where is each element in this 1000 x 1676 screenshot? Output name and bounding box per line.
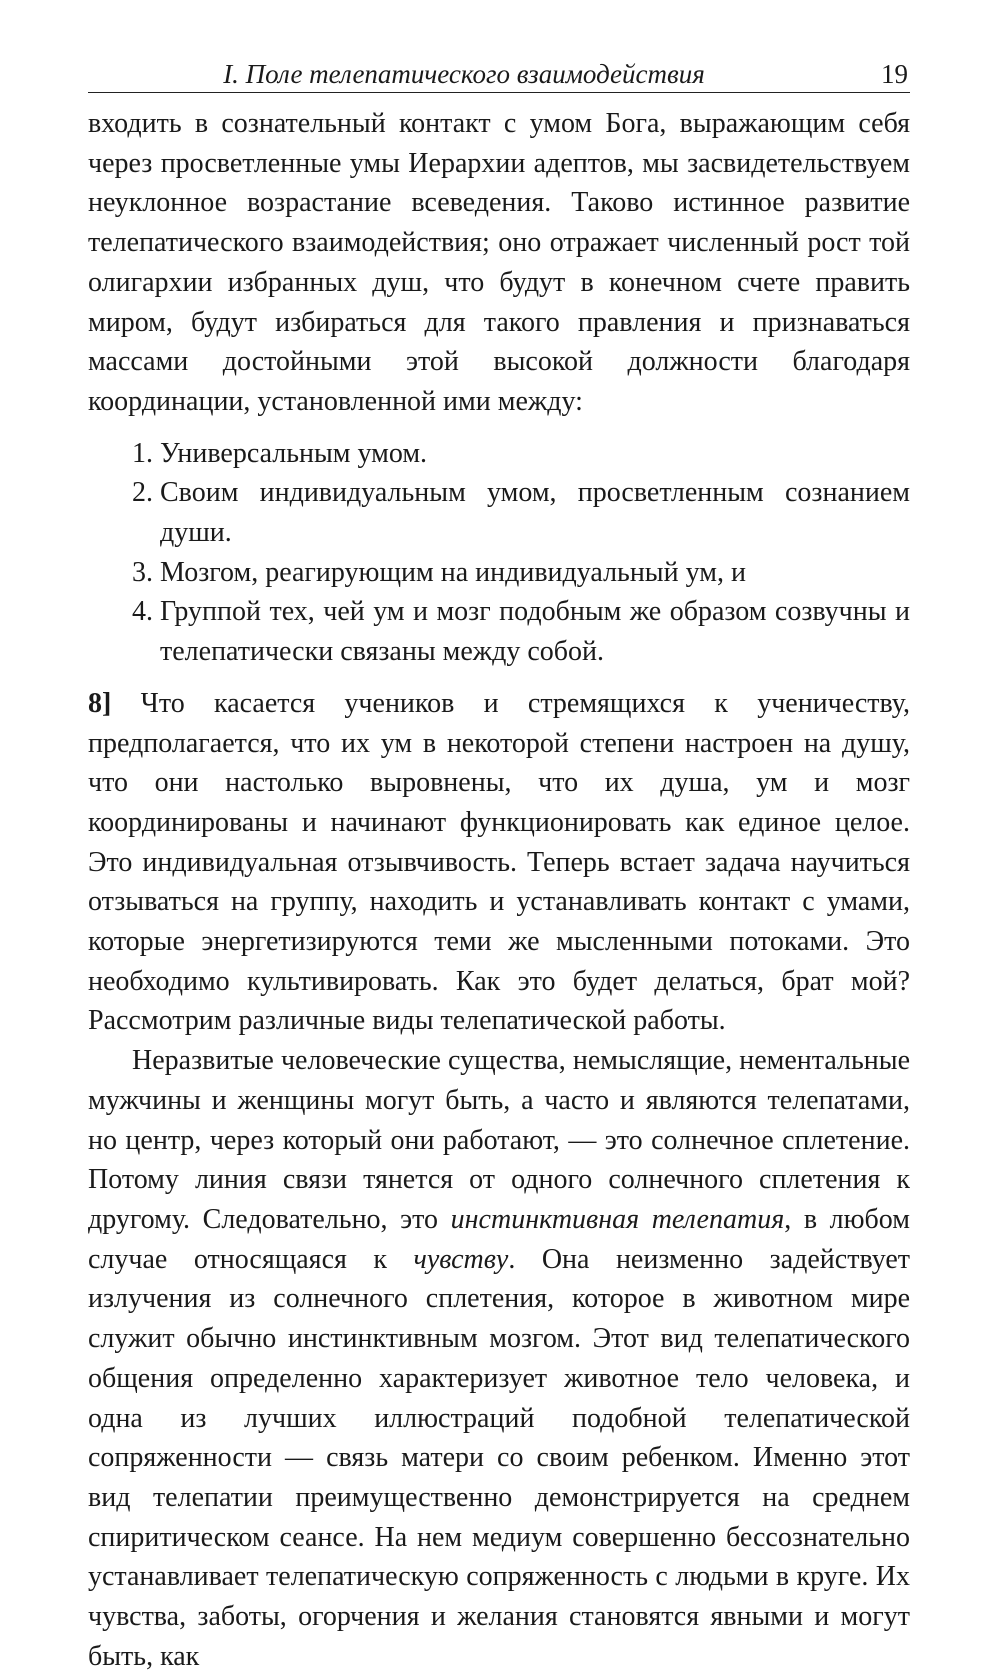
paragraph-text-part2: , в любом случае относящаяся к <box>88 1203 910 1275</box>
paragraph-text-part3: . Она неизменно задействует излучения из солнечного сплетения, которое в животном мире служит обычно инстинктивным мозгом. Этот вид телепатического общения определенно характеризует животное тело человека, и одна из лучших иллюстраций подобной телепатической сопряженности — связь матери со своим ребенком. Именно этот вид телепатии преимущественно демонстрируется на среднем спиритическом сеансе. На нем медиум совершенно бессознательно устанавливает телепатическую сопряженность с людьми в круге. Их чувства, заботы, огорчения и желания становятся явными и могут быть, как <box>88 1243 910 1672</box>
paragraph-telepathy <box>88 1041 910 1676</box>
section-number: 8] <box>88 687 112 719</box>
page-number: 19 <box>881 59 908 89</box>
emphasis-instinctive-telepathy: инстинктивная телепатия <box>450 1203 785 1235</box>
numbered-list <box>88 434 910 672</box>
list-item-text: Универсальным умом. <box>160 437 428 469</box>
page-body <box>88 104 910 1676</box>
running-head <box>88 56 910 93</box>
paragraph-continued: входить в сознательный контакт с умом Бога, выражающим себя через просветленные умы Иерархии адептов, мы засвидетельствуем неуклонное возрастание всеведения. Таково истинное развитие телепатического взаимодействия; оно отражает численный рост той олигархии избранных душ, что будут в конечном счете править миром, будут избираться для такого правления и признаваться массами достойными этой высокой должности благодаря координации, установленной ими между: <box>88 108 910 417</box>
list-item-number: 4. <box>132 596 153 628</box>
chapter-title: I. Поле телепатического взаимодействия <box>223 59 705 89</box>
list-item-number: 1. <box>132 437 153 469</box>
list-item-number: 3. <box>132 556 153 588</box>
list-item <box>88 592 910 671</box>
emphasis-feeling: чувству <box>413 1243 509 1275</box>
list-item-text: Группой тех, чей ум и мозг подобным же образом созвучны и телепатически связаны между собой. <box>160 596 910 668</box>
list-item <box>88 553 910 593</box>
list-item <box>88 434 910 474</box>
section-8-paragraph <box>88 684 910 1041</box>
paragraph-text-part1: Неразвитые человеческие существа, немыслящие, нементальные мужчины и женщины могут быть, а часто и являются телепатами, но центр, через который они работают, — это солнечное сплетение. Потому линия связи тянется от одного солнечного сплетения к другому. Следовательно, это <box>88 1045 910 1235</box>
list-item-text: Мозгом, реагирующим на индивидуальный ум, и <box>160 556 746 588</box>
section-8-text: Что касается учеников и стремящихся к ученичеству, предполагается, что их ум в некоторой степени настроен на душу, что они настолько выровнены, что их душа, ум и мозг координированы и начинают функционировать как единое целое. Это индивидуальная отзывчивость. Теперь встает задача научиться отзываться на группу, находить и устанавливать контакт с умами, которые энергетизируются теми же мысленными потоками. Это необходимо культивировать. Как это будет делаться, брат мой? Рассмотрим различные виды телепатической работы. <box>88 687 910 1037</box>
list-item-number: 2. <box>132 477 153 509</box>
list-item-text: Своим индивидуальным умом, просветленным сознанием души. <box>160 477 910 549</box>
list-item <box>88 473 910 552</box>
